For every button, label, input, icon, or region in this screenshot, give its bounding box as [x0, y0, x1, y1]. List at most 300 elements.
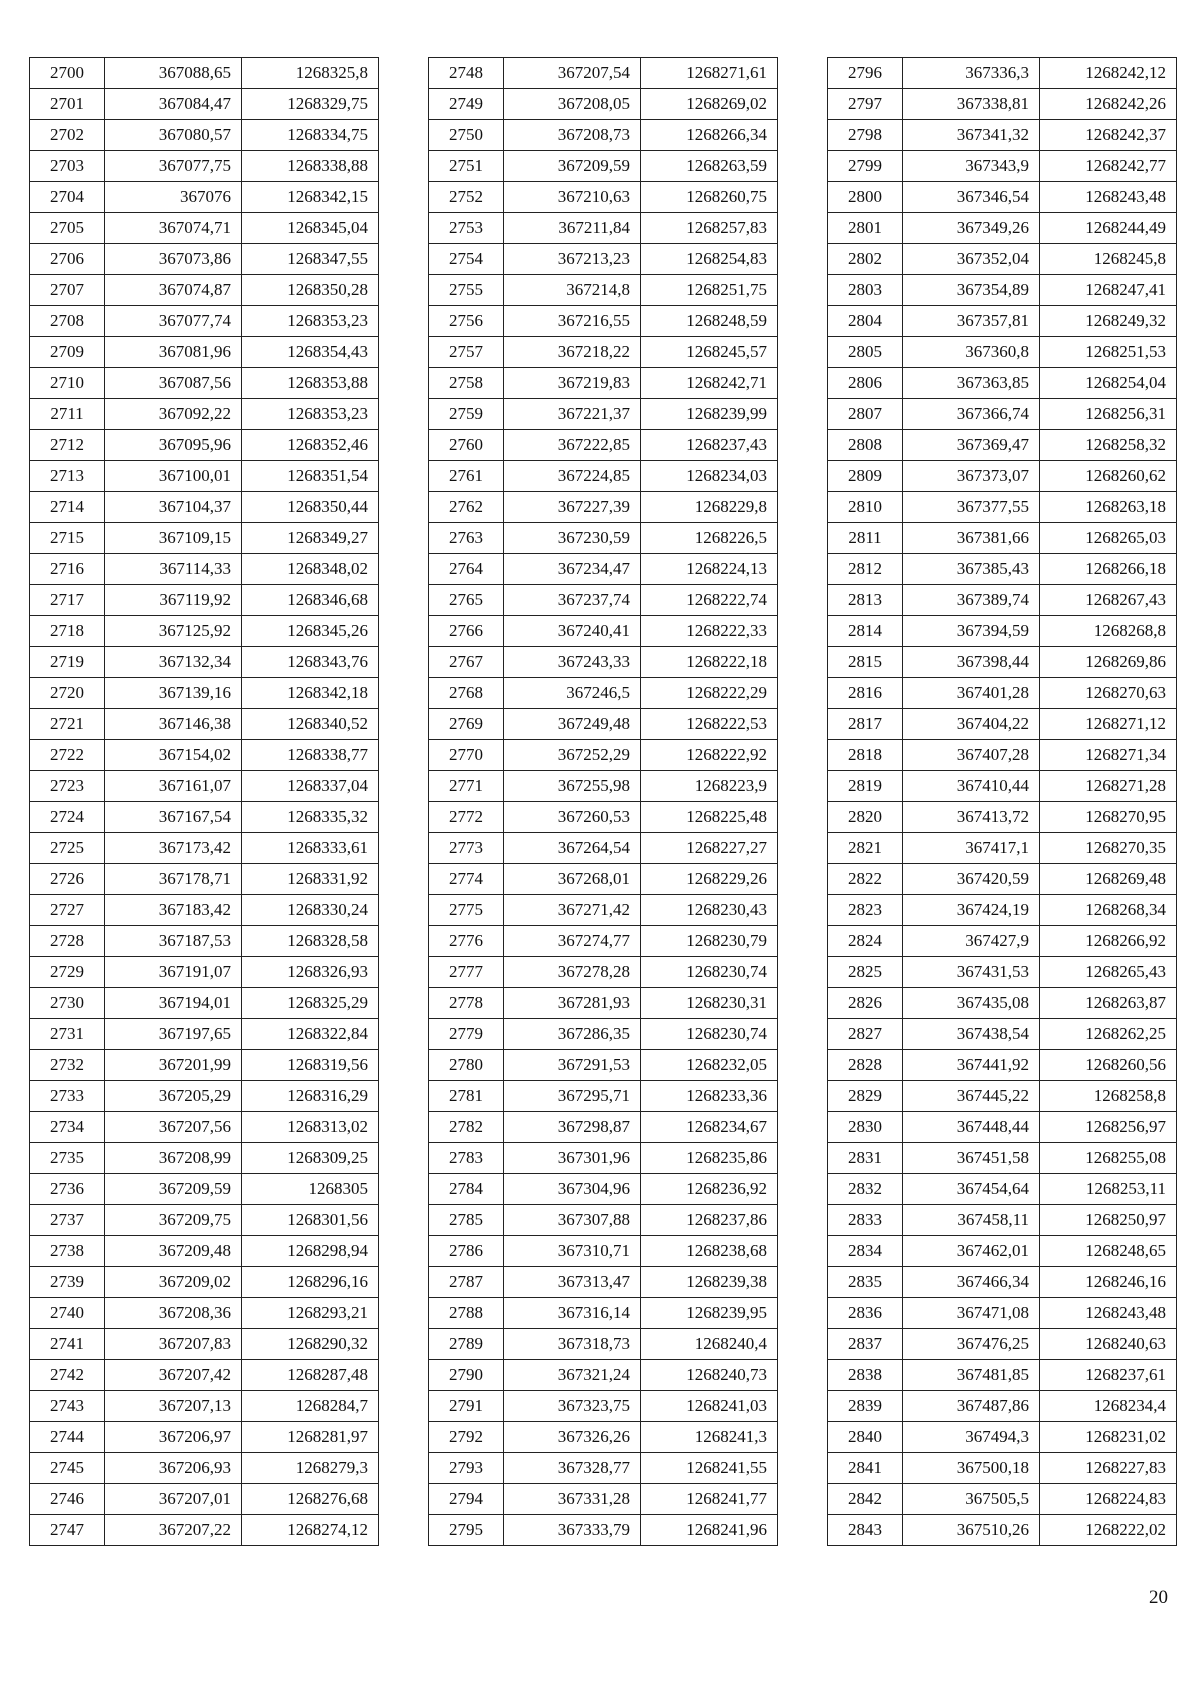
point-number-cell: 2761: [429, 461, 504, 492]
x-coordinate-cell: 367435,08: [903, 988, 1040, 1019]
table-row: [828, 833, 1177, 864]
table-row: [429, 585, 778, 616]
table-row: [828, 120, 1177, 151]
table-row: [828, 1205, 1177, 1236]
point-number-cell: 2718: [30, 616, 105, 647]
y-coordinate-cell: 1268349,27: [242, 523, 379, 554]
x-coordinate-cell: 367481,85: [903, 1360, 1040, 1391]
x-coordinate-cell: 367210,63: [504, 182, 641, 213]
point-number-cell: 2791: [429, 1391, 504, 1422]
x-coordinate-cell: 367207,54: [504, 58, 641, 89]
x-coordinate-cell: 367173,42: [105, 833, 242, 864]
table-row: [30, 337, 379, 368]
table-row: [30, 957, 379, 988]
point-number-cell: 2787: [429, 1267, 504, 1298]
x-coordinate-cell: 367074,71: [105, 213, 242, 244]
y-coordinate-cell: 1268268,34: [1040, 895, 1177, 926]
table-row: [30, 275, 379, 306]
x-coordinate-cell: 367268,01: [504, 864, 641, 895]
table-row: [828, 988, 1177, 1019]
y-coordinate-cell: 1268239,95: [641, 1298, 778, 1329]
x-coordinate-cell: 367417,1: [903, 833, 1040, 864]
coordinate-table-3: [827, 57, 1177, 1546]
x-coordinate-cell: 367222,85: [504, 430, 641, 461]
table-row: [429, 1515, 778, 1546]
point-number-cell: 2796: [828, 58, 903, 89]
table-row: [30, 1453, 379, 1484]
x-coordinate-cell: 367274,77: [504, 926, 641, 957]
y-coordinate-cell: 1268255,08: [1040, 1143, 1177, 1174]
table-row: [429, 616, 778, 647]
y-coordinate-cell: 1268271,28: [1040, 771, 1177, 802]
point-number-cell: 2795: [429, 1515, 504, 1546]
table-row: [30, 709, 379, 740]
y-coordinate-cell: 1268269,86: [1040, 647, 1177, 678]
x-coordinate-cell: 367363,85: [903, 368, 1040, 399]
x-coordinate-cell: 367234,47: [504, 554, 641, 585]
point-number-cell: 2729: [30, 957, 105, 988]
x-coordinate-cell: 367278,28: [504, 957, 641, 988]
x-coordinate-cell: 367183,42: [105, 895, 242, 926]
x-coordinate-cell: 367230,59: [504, 523, 641, 554]
table-row: [30, 802, 379, 833]
table-row: [30, 120, 379, 151]
y-coordinate-cell: 1268239,38: [641, 1267, 778, 1298]
x-coordinate-cell: 367146,38: [105, 709, 242, 740]
point-number-cell: 2784: [429, 1174, 504, 1205]
x-coordinate-cell: 367218,22: [504, 337, 641, 368]
x-coordinate-cell: 367208,05: [504, 89, 641, 120]
x-coordinate-cell: 367301,96: [504, 1143, 641, 1174]
table-row: [429, 678, 778, 709]
table-row: [30, 399, 379, 430]
y-coordinate-cell: 1268242,71: [641, 368, 778, 399]
y-coordinate-cell: 1268232,05: [641, 1050, 778, 1081]
y-coordinate-cell: 1268237,61: [1040, 1360, 1177, 1391]
x-coordinate-cell: 367487,86: [903, 1391, 1040, 1422]
table-row: [828, 647, 1177, 678]
y-coordinate-cell: 1268281,97: [242, 1422, 379, 1453]
point-number-cell: 2744: [30, 1422, 105, 1453]
point-number-cell: 2763: [429, 523, 504, 554]
table-row: [429, 926, 778, 957]
y-coordinate-cell: 1268260,75: [641, 182, 778, 213]
table-row: [429, 1267, 778, 1298]
point-number-cell: 2804: [828, 306, 903, 337]
point-number-cell: 2766: [429, 616, 504, 647]
point-number-cell: 2826: [828, 988, 903, 1019]
y-coordinate-cell: 1268296,16: [242, 1267, 379, 1298]
point-number-cell: 2722: [30, 740, 105, 771]
table-row: [429, 306, 778, 337]
table-row: [30, 554, 379, 585]
table-row: [828, 1453, 1177, 1484]
y-coordinate-cell: 1268271,34: [1040, 740, 1177, 771]
table-row: [429, 1391, 778, 1422]
y-coordinate-cell: 1268319,56: [242, 1050, 379, 1081]
point-number-cell: 2843: [828, 1515, 903, 1546]
table-row: [30, 182, 379, 213]
y-coordinate-cell: 1268241,03: [641, 1391, 778, 1422]
y-coordinate-cell: 1268276,68: [242, 1484, 379, 1515]
y-coordinate-cell: 1268301,56: [242, 1205, 379, 1236]
y-coordinate-cell: 1268234,03: [641, 461, 778, 492]
y-coordinate-cell: 1268345,26: [242, 616, 379, 647]
x-coordinate-cell: 367109,15: [105, 523, 242, 554]
point-number-cell: 2723: [30, 771, 105, 802]
point-number-cell: 2767: [429, 647, 504, 678]
y-coordinate-cell: 1268328,58: [242, 926, 379, 957]
x-coordinate-cell: 367494,3: [903, 1422, 1040, 1453]
y-coordinate-cell: 1268231,02: [1040, 1422, 1177, 1453]
point-number-cell: 2830: [828, 1112, 903, 1143]
point-number-cell: 2775: [429, 895, 504, 926]
point-number-cell: 2739: [30, 1267, 105, 1298]
table-row: [828, 182, 1177, 213]
point-number-cell: 2713: [30, 461, 105, 492]
table-row: [30, 1484, 379, 1515]
table-row: [828, 306, 1177, 337]
point-number-cell: 2777: [429, 957, 504, 988]
x-coordinate-cell: 367219,83: [504, 368, 641, 399]
y-coordinate-cell: 1268335,32: [242, 802, 379, 833]
table-row: [429, 120, 778, 151]
table-row: [30, 1360, 379, 1391]
table-row: [828, 461, 1177, 492]
x-coordinate-cell: 367304,96: [504, 1174, 641, 1205]
y-coordinate-cell: 1268329,75: [242, 89, 379, 120]
table-row: [429, 1236, 778, 1267]
x-coordinate-cell: 367424,19: [903, 895, 1040, 926]
table-row: [828, 275, 1177, 306]
table-row: [429, 275, 778, 306]
x-coordinate-cell: 367401,28: [903, 678, 1040, 709]
y-coordinate-cell: 1268244,49: [1040, 213, 1177, 244]
table-row: [30, 1391, 379, 1422]
point-number-cell: 2789: [429, 1329, 504, 1360]
point-number-cell: 2786: [429, 1236, 504, 1267]
y-coordinate-cell: 1268274,12: [242, 1515, 379, 1546]
x-coordinate-cell: 367438,54: [903, 1019, 1040, 1050]
x-coordinate-cell: 367119,92: [105, 585, 242, 616]
table-row: [429, 492, 778, 523]
x-coordinate-cell: 367208,73: [504, 120, 641, 151]
point-number-cell: 2814: [828, 616, 903, 647]
x-coordinate-cell: 367240,41: [504, 616, 641, 647]
point-number-cell: 2747: [30, 1515, 105, 1546]
table-row: [30, 1174, 379, 1205]
table-row: [828, 1112, 1177, 1143]
y-coordinate-cell: 1268224,13: [641, 554, 778, 585]
table-row: [828, 709, 1177, 740]
point-number-cell: 2704: [30, 182, 105, 213]
point-number-cell: 2754: [429, 244, 504, 275]
table-row: [30, 1298, 379, 1329]
table-row: [828, 1143, 1177, 1174]
point-number-cell: 2717: [30, 585, 105, 616]
x-coordinate-cell: 367213,23: [504, 244, 641, 275]
point-number-cell: 2715: [30, 523, 105, 554]
y-coordinate-cell: 1268268,8: [1040, 616, 1177, 647]
table-row: [429, 988, 778, 1019]
y-coordinate-cell: 1268222,02: [1040, 1515, 1177, 1546]
table-row: [828, 678, 1177, 709]
x-coordinate-cell: 367255,98: [504, 771, 641, 802]
point-number-cell: 2811: [828, 523, 903, 554]
x-coordinate-cell: 367352,04: [903, 244, 1040, 275]
y-coordinate-cell: 1268309,25: [242, 1143, 379, 1174]
table-row: [429, 1050, 778, 1081]
y-coordinate-cell: 1268326,93: [242, 957, 379, 988]
point-number-cell: 2779: [429, 1019, 504, 1050]
y-coordinate-cell: 1268240,4: [641, 1329, 778, 1360]
y-coordinate-cell: 1268347,55: [242, 244, 379, 275]
y-coordinate-cell: 1268322,84: [242, 1019, 379, 1050]
point-number-cell: 2815: [828, 647, 903, 678]
point-number-cell: 2773: [429, 833, 504, 864]
point-number-cell: 2757: [429, 337, 504, 368]
point-number-cell: 2793: [429, 1453, 504, 1484]
table-row: [429, 864, 778, 895]
point-number-cell: 2768: [429, 678, 504, 709]
x-coordinate-cell: 367087,56: [105, 368, 242, 399]
x-coordinate-cell: 367100,01: [105, 461, 242, 492]
x-coordinate-cell: 367360,8: [903, 337, 1040, 368]
point-number-cell: 2829: [828, 1081, 903, 1112]
y-coordinate-cell: 1268263,59: [641, 151, 778, 182]
point-number-cell: 2709: [30, 337, 105, 368]
x-coordinate-cell: 367336,3: [903, 58, 1040, 89]
x-coordinate-cell: 367343,9: [903, 151, 1040, 182]
point-number-cell: 2726: [30, 864, 105, 895]
point-number-cell: 2756: [429, 306, 504, 337]
y-coordinate-cell: 1268258,8: [1040, 1081, 1177, 1112]
y-coordinate-cell: 1268270,63: [1040, 678, 1177, 709]
x-coordinate-cell: 367413,72: [903, 802, 1040, 833]
y-coordinate-cell: 1268284,7: [242, 1391, 379, 1422]
table-row: [429, 1205, 778, 1236]
y-coordinate-cell: 1268242,37: [1040, 120, 1177, 151]
table-row: [828, 151, 1177, 182]
y-coordinate-cell: 1268343,76: [242, 647, 379, 678]
point-number-cell: 2819: [828, 771, 903, 802]
x-coordinate-cell: 367207,83: [105, 1329, 242, 1360]
table-row: [828, 771, 1177, 802]
point-number-cell: 2732: [30, 1050, 105, 1081]
y-coordinate-cell: 1268337,04: [242, 771, 379, 802]
table-row: [429, 1081, 778, 1112]
table-row: [30, 213, 379, 244]
x-coordinate-cell: 367448,44: [903, 1112, 1040, 1143]
y-coordinate-cell: 1268241,55: [641, 1453, 778, 1484]
point-number-cell: 2735: [30, 1143, 105, 1174]
y-coordinate-cell: 1268229,8: [641, 492, 778, 523]
point-number-cell: 2702: [30, 120, 105, 151]
x-coordinate-cell: 367249,48: [504, 709, 641, 740]
point-number-cell: 2740: [30, 1298, 105, 1329]
x-coordinate-cell: 367080,57: [105, 120, 242, 151]
table-row: [30, 368, 379, 399]
x-coordinate-cell: 367431,53: [903, 957, 1040, 988]
y-coordinate-cell: 1268253,11: [1040, 1174, 1177, 1205]
point-number-cell: 2742: [30, 1360, 105, 1391]
y-coordinate-cell: 1268242,12: [1040, 58, 1177, 89]
y-coordinate-cell: 1268287,48: [242, 1360, 379, 1391]
y-coordinate-cell: 1268245,57: [641, 337, 778, 368]
table-row: [429, 337, 778, 368]
x-coordinate-cell: 367331,28: [504, 1484, 641, 1515]
table-row: [828, 89, 1177, 120]
y-coordinate-cell: 1268265,43: [1040, 957, 1177, 988]
x-coordinate-cell: 367373,07: [903, 461, 1040, 492]
table-row: [30, 244, 379, 275]
x-coordinate-cell: 367139,16: [105, 678, 242, 709]
point-number-cell: 2769: [429, 709, 504, 740]
x-coordinate-cell: 367310,71: [504, 1236, 641, 1267]
x-coordinate-cell: 367214,8: [504, 275, 641, 306]
table-row: [30, 616, 379, 647]
table-row: [30, 833, 379, 864]
point-number-cell: 2703: [30, 151, 105, 182]
x-coordinate-cell: 367076: [105, 182, 242, 213]
point-number-cell: 2788: [429, 1298, 504, 1329]
y-coordinate-cell: 1268338,77: [242, 740, 379, 771]
y-coordinate-cell: 1268225,48: [641, 802, 778, 833]
y-coordinate-cell: 1268353,23: [242, 306, 379, 337]
x-coordinate-cell: 367328,77: [504, 1453, 641, 1484]
point-number-cell: 2764: [429, 554, 504, 585]
y-coordinate-cell: 1268279,3: [242, 1453, 379, 1484]
point-number-cell: 2822: [828, 864, 903, 895]
table-row: [30, 461, 379, 492]
table-row: [30, 523, 379, 554]
point-number-cell: 2803: [828, 275, 903, 306]
y-coordinate-cell: 1268251,75: [641, 275, 778, 306]
table-row: [828, 399, 1177, 430]
point-number-cell: 2806: [828, 368, 903, 399]
y-coordinate-cell: 1268251,53: [1040, 337, 1177, 368]
x-coordinate-cell: 367458,11: [903, 1205, 1040, 1236]
x-coordinate-cell: 367207,56: [105, 1112, 242, 1143]
y-coordinate-cell: 1268353,88: [242, 368, 379, 399]
x-coordinate-cell: 367281,93: [504, 988, 641, 1019]
y-coordinate-cell: 1268241,77: [641, 1484, 778, 1515]
point-number-cell: 2805: [828, 337, 903, 368]
x-coordinate-cell: 367357,81: [903, 306, 1040, 337]
table-row: [30, 1236, 379, 1267]
point-number-cell: 2743: [30, 1391, 105, 1422]
point-number-cell: 2737: [30, 1205, 105, 1236]
y-coordinate-cell: 1268230,43: [641, 895, 778, 926]
table-row: [828, 213, 1177, 244]
table-row: [30, 1267, 379, 1298]
table-row: [30, 585, 379, 616]
x-coordinate-cell: 367178,71: [105, 864, 242, 895]
x-coordinate-cell: 367326,26: [504, 1422, 641, 1453]
x-coordinate-cell: 367125,92: [105, 616, 242, 647]
point-number-cell: 2719: [30, 647, 105, 678]
table-row: [828, 616, 1177, 647]
point-number-cell: 2731: [30, 1019, 105, 1050]
y-coordinate-cell: 1268331,92: [242, 864, 379, 895]
table-row: [429, 647, 778, 678]
x-coordinate-cell: 367471,08: [903, 1298, 1040, 1329]
x-coordinate-cell: 367341,32: [903, 120, 1040, 151]
point-number-cell: 2710: [30, 368, 105, 399]
point-number-cell: 2706: [30, 244, 105, 275]
y-coordinate-cell: 1268240,73: [641, 1360, 778, 1391]
point-number-cell: 2705: [30, 213, 105, 244]
y-coordinate-cell: 1268226,5: [641, 523, 778, 554]
x-coordinate-cell: 367191,07: [105, 957, 242, 988]
y-coordinate-cell: 1268257,83: [641, 213, 778, 244]
point-number-cell: 2836: [828, 1298, 903, 1329]
x-coordinate-cell: 367441,92: [903, 1050, 1040, 1081]
table-row: [828, 585, 1177, 616]
y-coordinate-cell: 1268265,03: [1040, 523, 1177, 554]
y-coordinate-cell: 1268250,97: [1040, 1205, 1177, 1236]
table-row: [429, 399, 778, 430]
y-coordinate-cell: 1268256,31: [1040, 399, 1177, 430]
table-row: [429, 1019, 778, 1050]
x-coordinate-cell: 367445,22: [903, 1081, 1040, 1112]
y-coordinate-cell: 1268233,36: [641, 1081, 778, 1112]
point-number-cell: 2778: [429, 988, 504, 1019]
table-row: [828, 740, 1177, 771]
y-coordinate-cell: 1268243,48: [1040, 1298, 1177, 1329]
x-coordinate-cell: 367074,87: [105, 275, 242, 306]
point-number-cell: 2708: [30, 306, 105, 337]
y-coordinate-cell: 1268227,83: [1040, 1453, 1177, 1484]
table-row: [429, 1143, 778, 1174]
y-coordinate-cell: 1268266,34: [641, 120, 778, 151]
x-coordinate-cell: 367407,28: [903, 740, 1040, 771]
y-coordinate-cell: 1268235,86: [641, 1143, 778, 1174]
point-number-cell: 2736: [30, 1174, 105, 1205]
x-coordinate-cell: 367092,22: [105, 399, 242, 430]
table-row: [30, 1050, 379, 1081]
x-coordinate-cell: 367389,74: [903, 585, 1040, 616]
y-coordinate-cell: 1268243,48: [1040, 182, 1177, 213]
coordinate-table-1: [29, 57, 379, 1546]
point-number-cell: 2797: [828, 89, 903, 120]
x-coordinate-cell: 367207,13: [105, 1391, 242, 1422]
y-coordinate-cell: 1268230,74: [641, 957, 778, 988]
x-coordinate-cell: 367209,59: [504, 151, 641, 182]
table-row: [828, 1267, 1177, 1298]
table-row: [429, 895, 778, 926]
point-number-cell: 2780: [429, 1050, 504, 1081]
point-number-cell: 2765: [429, 585, 504, 616]
y-coordinate-cell: 1268247,41: [1040, 275, 1177, 306]
y-coordinate-cell: 1268222,18: [641, 647, 778, 678]
table-row: [429, 771, 778, 802]
y-coordinate-cell: 1268229,26: [641, 864, 778, 895]
point-number-cell: 2785: [429, 1205, 504, 1236]
table-row: [30, 430, 379, 461]
y-coordinate-cell: 1268234,4: [1040, 1391, 1177, 1422]
x-coordinate-cell: 367271,42: [504, 895, 641, 926]
x-coordinate-cell: 367366,74: [903, 399, 1040, 430]
x-coordinate-cell: 367221,37: [504, 399, 641, 430]
point-number-cell: 2753: [429, 213, 504, 244]
y-coordinate-cell: 1268249,32: [1040, 306, 1177, 337]
table-row: [429, 430, 778, 461]
y-coordinate-cell: 1268237,43: [641, 430, 778, 461]
table-row: [429, 368, 778, 399]
x-coordinate-cell: 367077,75: [105, 151, 242, 182]
table-row: [30, 58, 379, 89]
